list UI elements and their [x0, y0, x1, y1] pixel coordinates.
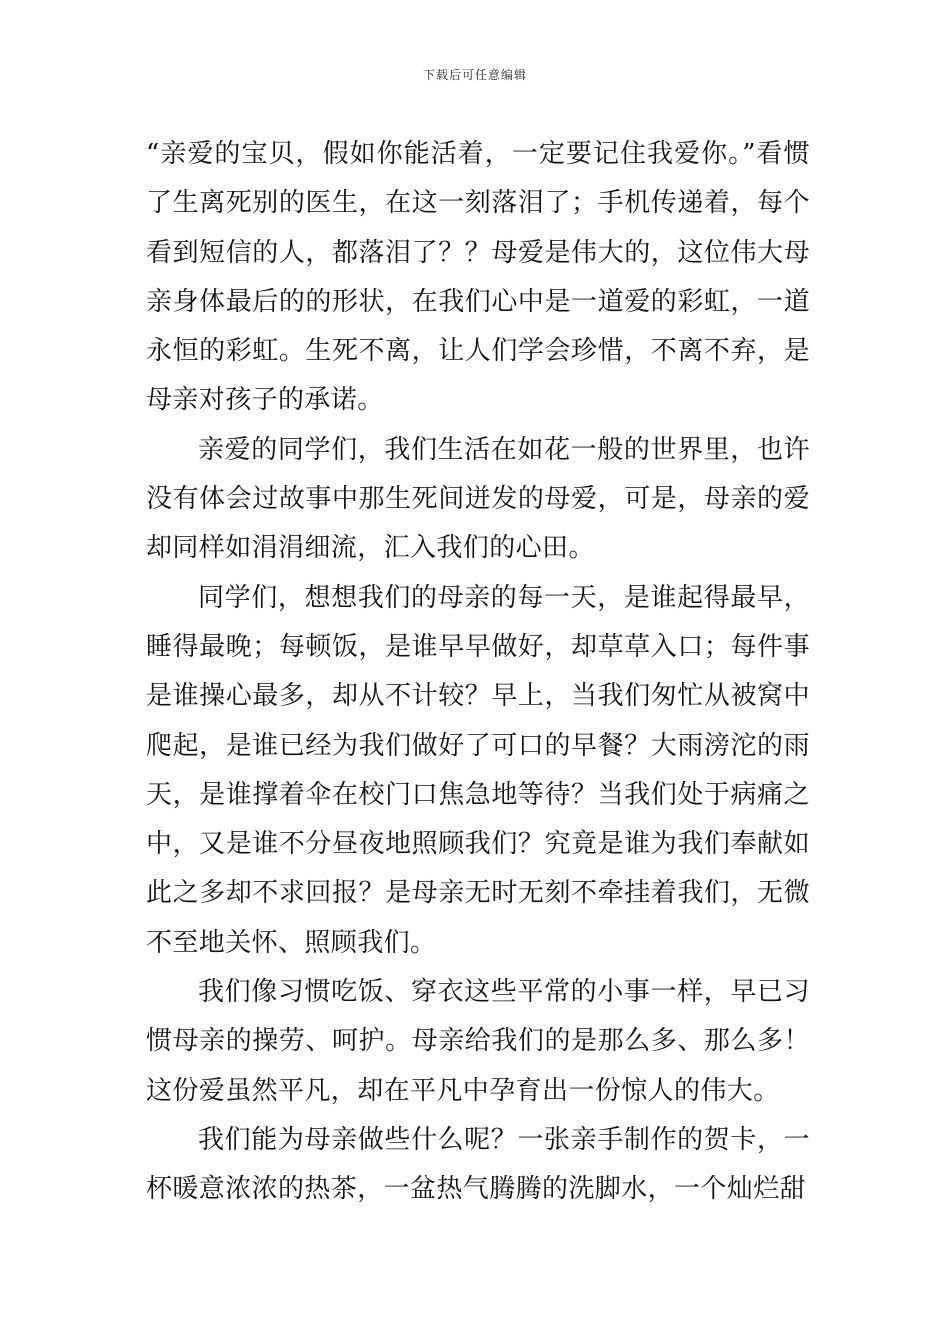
page-header-note: 下载后可任意编辑 — [422, 68, 527, 82]
body-text — [146, 130, 810, 1215]
paragraph: 亲爱的同学们，我们生活在如花一般的世界里，也许没有体会过故事中那生死间迸发的母爱，可是，母亲的爱却同样如涓涓细流，汇入我们的心田。 — [146, 434, 810, 564]
paragraph: 我们像习惯吃饭、穿衣这些平常的小事一样，早已习惯母亲的操劳、呵护。母亲给我们的是那么多、那么多！这份爱虽然平凡，却在平凡中孕育出一份惊人的伟大。 — [146, 977, 810, 1106]
paragraph: 我们能为母亲做些什么呢？一张亲手制作的贺卡，一杯暖意浓浓的热茶，一盆热气腾腾的洗脚水，一个灿烂甜 — [146, 1124, 810, 1205]
paragraph: 同学们，想想我们的母亲的每一天，是谁起得最早，睡得最晚；每顿饭，是谁早早做好，却草草入口；每件事是谁操心最多，却从不计较？早上，当我们匆忙从被窝中爬起，是谁已经为我们做好了可口的早餐？大雨滂沱的雨天，是谁撑着伞在校门口焦急地等待？当我们处于病痛之中，又是谁不分昼夜地照顾我们？究竟是谁为我们奉献如此之多却不求回报？是母亲无时无刻不牵挂着我们，无微不至地关怀、照顾我们。 — [146, 582, 810, 958]
paragraph-continued: “亲爱的宝贝，假如你能活着，一定要记住我爱你。”看惯了生离死别的医生，在这一刻落泪了；手机传递着，每个看到短信的人，都落泪了？？母爱是伟大的，这位伟大母亲身体最后的的形状，在我们心中是一道爱的彩虹，一道永恒的彩虹。生死不离，让人们学会珍惜，不离不弃，是母亲对孩子的承诺。 — [146, 139, 810, 416]
